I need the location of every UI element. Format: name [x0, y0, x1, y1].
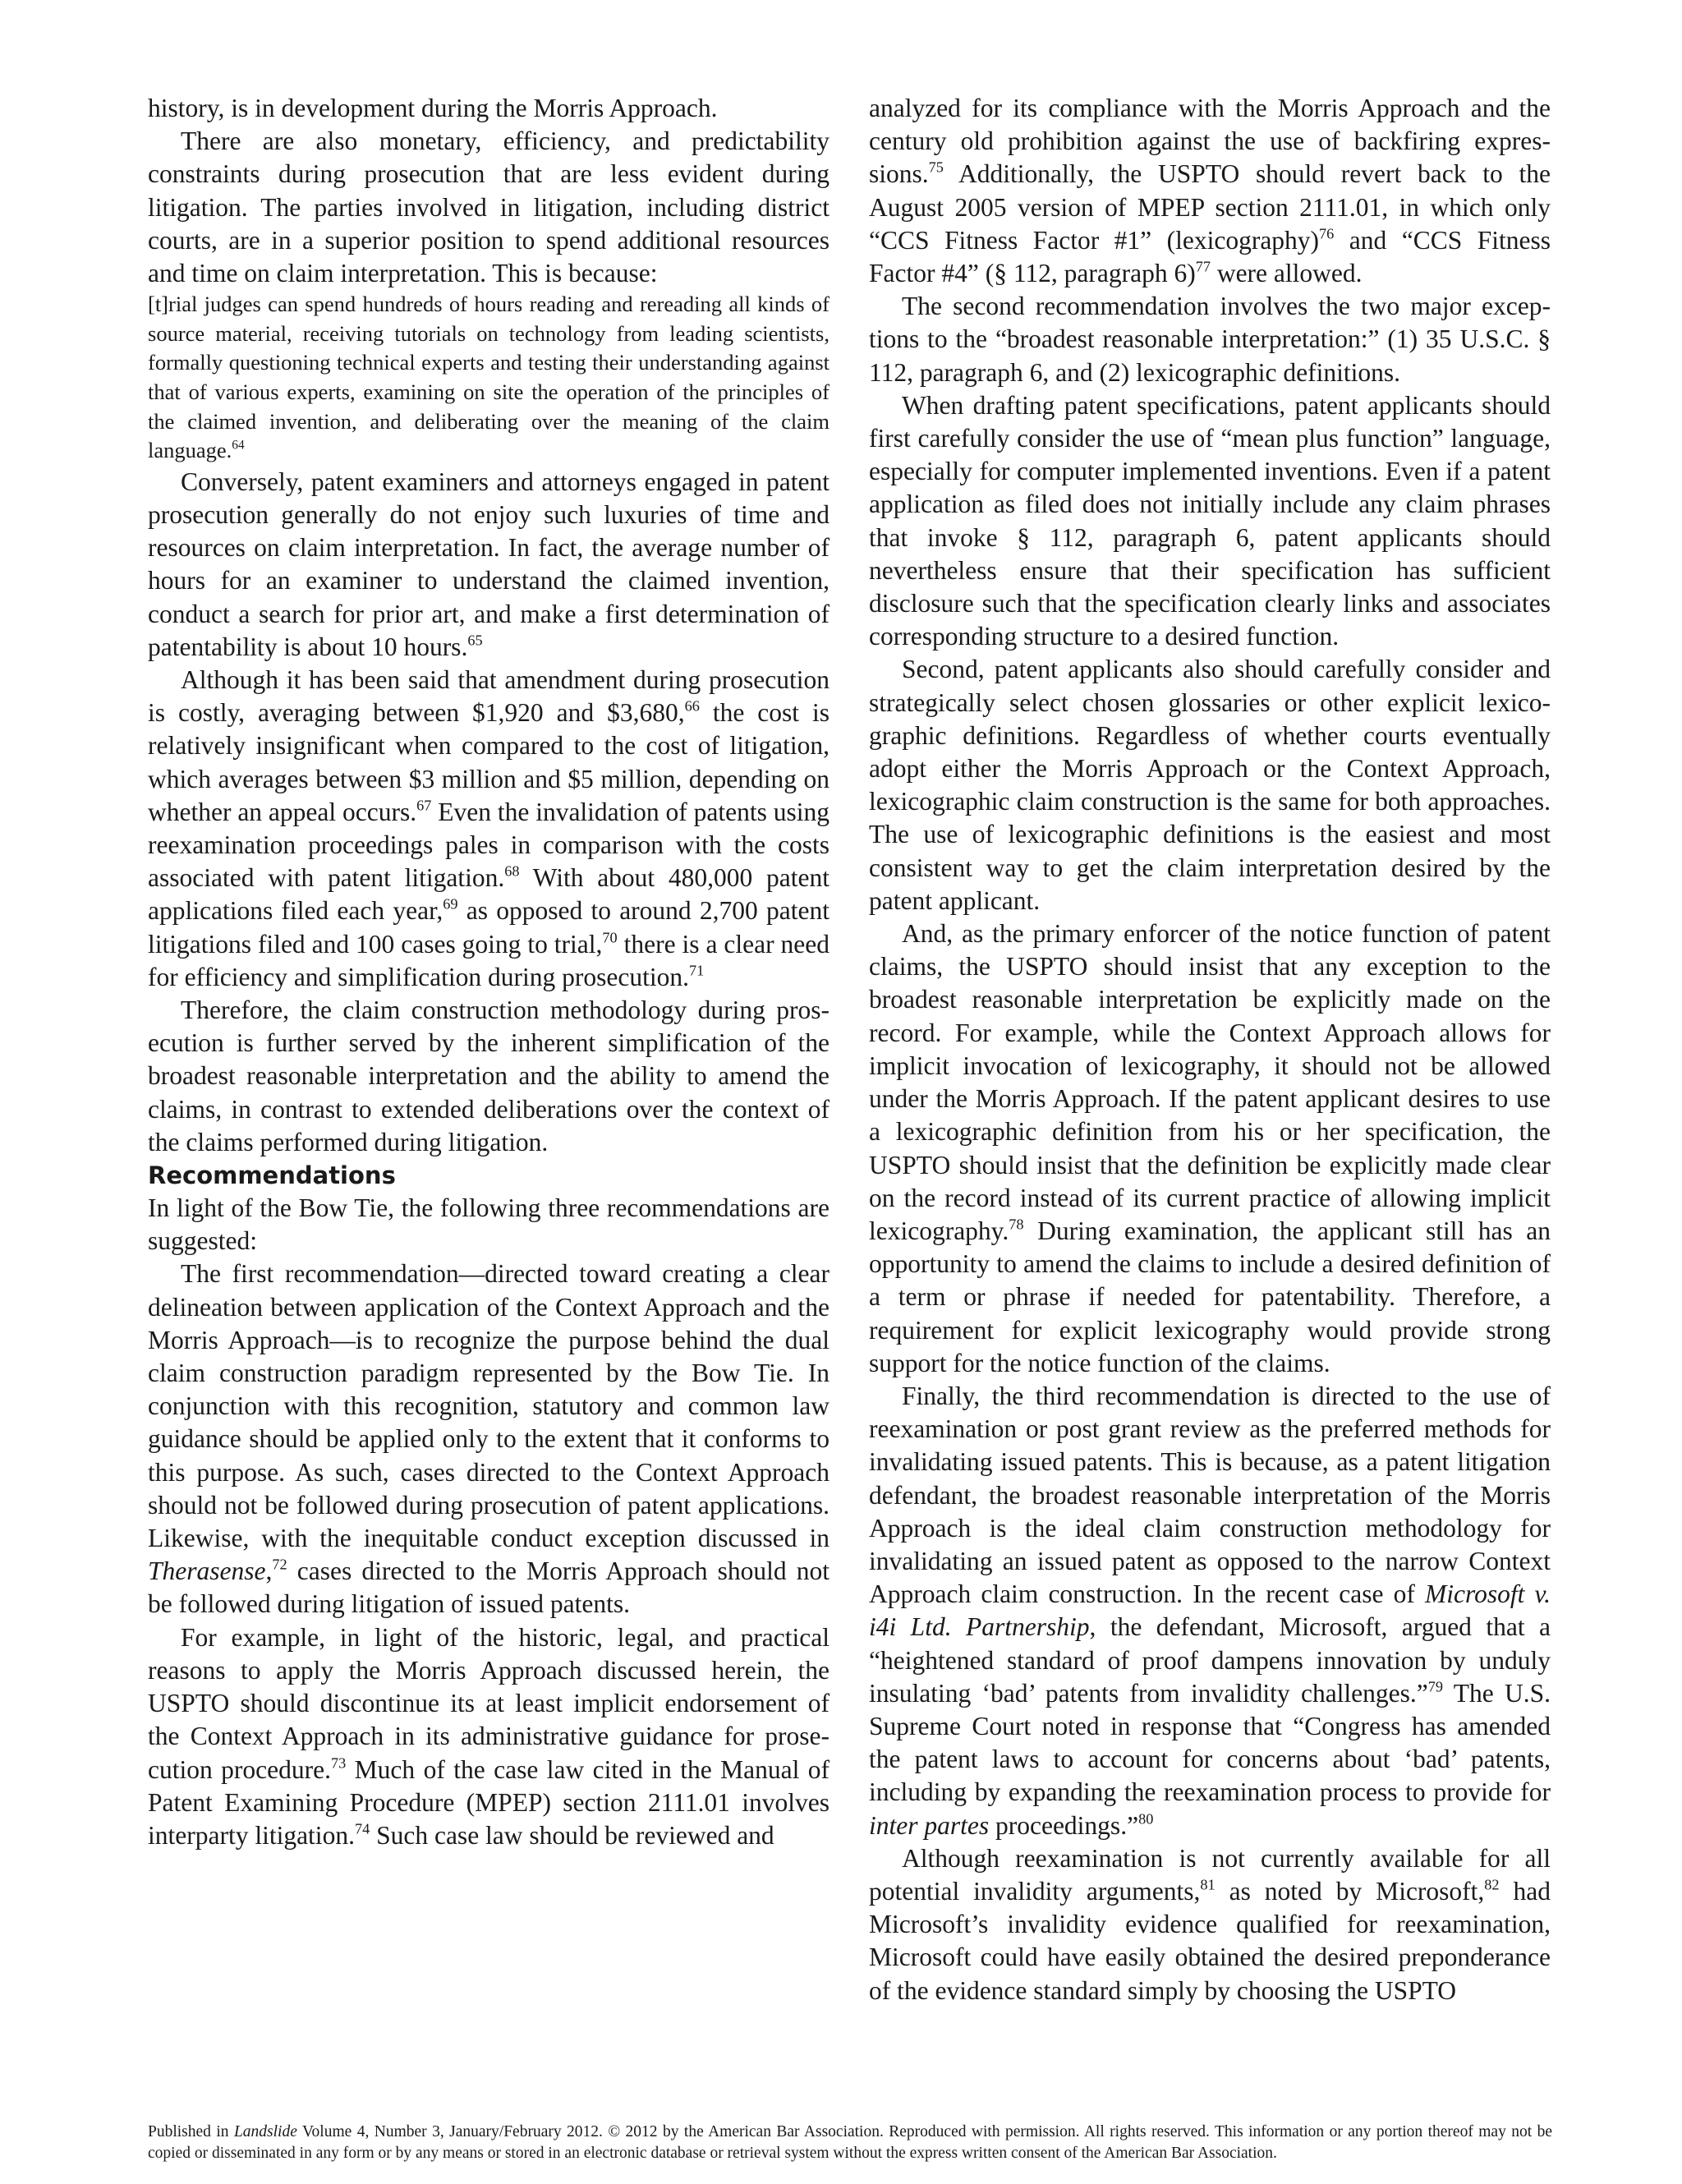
paragraph: For example, in light of the historic, legal, and practical reasons to apply the Morris Approach discussed herein, the USPTO should discontinue its at least implicit endorsement of the Context Approach in its administrative guidance for prosecution procedure.$^{73}$ Much of the case law cited in the Manual of Patent Examining Procedure (MPEP) section 2111.01 involves interparty litigation.$^{74}$ Such case law should be reviewed and [148, 1622, 830, 1850]
publication-name: Landslide [233, 2123, 297, 2140]
footnote-ref: 80 [1138, 1810, 1154, 1828]
footnote-ref: 74 [354, 1820, 370, 1837]
footnote-ref: 68 [504, 862, 520, 880]
paragraph: analyzed for its compliance with the Morris Approach and the century old prohibition against the use of backfiring expressions.$^{75}$ Additionally, the USPTO should revert back to the August 2005 version of MPEP section 2111.01, in which only “CCS Fitness Factor #1” (lexicography)$^{76}$ and “CCS Fitness Factor #4” (§ 112, paragraph 6)$^{77}$ were allowed. [869, 94, 1551, 288]
left-column [148, 92, 830, 1852]
footnote-ref: 76 [1319, 225, 1335, 242]
footnote-ref: 78 [1009, 1216, 1024, 1233]
footnote-ref: 66 [684, 697, 700, 715]
footnote-ref: 65 [467, 632, 483, 649]
footnote-ref: 82 [1484, 1876, 1500, 1893]
paragraph: Although reexamination is not currently available for all potential invalidity arguments,$^{81}$ as noted by Microsoft,$^{82}$ had Microsoft’s invalidity evidence qualified for reexamination, Microsoft could have easily obtained the desired preponderance of the evidence standard simply by choosing the USPTO [869, 1843, 1551, 2005]
footnote-ref: 71 [688, 962, 705, 979]
latin-term: inter partes [869, 1810, 990, 1840]
paragraph: Therefore, the claim construction methodology during prosecution is further served by the inherent simplification of the broadest reasonable interpretation and the ability to amend the claims, in contrast to extended deliberations over the context of the claims performed during litigation. [148, 995, 830, 1156]
copyright-footer: Published in Landslide Volume 4, Number 3, January/February 2012. © 2012 by the American Bar Association. Reproduced with permission. All rights reserved. This information or any portion thereof may not be copied or disseminated in any form or by any means or stored in an electronic database or retrieval system without the express written consent of the American Bar Association. [148, 2123, 1552, 2162]
footnote-ref: 75 [928, 159, 944, 176]
case-name: Therasense [148, 1556, 266, 1586]
block-quote: [t]rial judges can spend hundreds of hours reading and rereading all kinds of source material, receiving tutorials on technology from leading scientists, formally questioning technical experts and testing their understanding against that of various experts, examining on site the operation of the principles of the claimed invention, and deliberating over the meaning of the claim language.$^{64}$ [148, 292, 830, 463]
footnote-ref: 70 [602, 929, 618, 946]
paragraph: In light of the Bow Tie, the following three recommendations are suggested: [148, 1193, 830, 1256]
footnote-ref: 81 [1200, 1876, 1216, 1893]
paragraph: Finally, the third recommendation is directed to the use of reexamination or post grant review as the preferred methods for invalidating issued patents. This is because, as a patent litigation defendant, the broadest reasonable interpretation of the Morris Approach is the ideal claim construction methodology for invalidating an issued patent as opposed to the narrow Context Approach claim construction. In the recent case of Microsoft v. i4i Ltd. Partnership, the defendant, Microsoft, argued that a “heightened standard of proof dampens innovation by unduly insulating ‘bad’ patents from invalidity challenges.”$^{79}$ The U.S. Supreme Court noted in response that “Congress has amended the patent laws to account for concerns about ‘bad’ patents, including by expanding the reexamination process to provide for inter partes proceedings.”$^{80}$ [869, 1381, 1551, 1840]
footnote-ref: 73 [330, 1754, 347, 1772]
footnote-ref: 64 [232, 438, 245, 453]
paragraph: history, is in development during the Morris Approach. [148, 94, 718, 122]
right-column [869, 92, 1551, 2007]
paragraph: And, as the primary enforcer of the notice function of patent claims, the USPTO should insist that any exception to the broadest reasonable interpretation be explicitly made on the record. For example, while the Context Approach allows for implicit invocation of lexicography, it should not be allowed under the Morris Approach. If the patent applicant desires to use a lexicographic definition from his or her specification, the USPTO should insist that the definition be explicitly made clear on the record instead of its current practice of allowing implicit lexicography.$^{78}$ During examination, the applicant still has an opportunity to amend the claims to include a desired definition of a term or phrase if needed for patentability. Therefore, a requirement for explicit lexicography would provide strong support for the notice function of the claims. [869, 919, 1551, 1377]
section-heading: Recommendations [148, 1161, 396, 1190]
paragraph: Conversely, patent examiners and attorneys engaged in patent prosecution generally do not enjoy such luxuries of time and resources on claim interpretation. In fact, the average number of hours for an examiner to understand the claimed invention, conduct a search for prior art, and make a first determination of patentability is about 10 hours.$^{65}$ [148, 467, 830, 661]
paragraph: Although it has been said that amendment during prosecution is costly, averaging between $1,920 and $3,680,66 the cost is relatively insignificant when compared to the cost of litigation, which averages between $3 million and $5 million, depending on whether an appeal occurs.$^{67}$ Even the invalidation of patents using reexamination proceedings pales in comparison with the costs associated with patent litigation.$^{68}$ With about 480,000 patent applications filed each year,$^{69}$ as opposed to around 2,700 patent litigations filed and 100 cases going to trial,$^{70}$ there is a clear need for efficiency and simplification during prosecution.$^{71}$ [148, 665, 830, 991]
footnote-ref: 72 [272, 1556, 287, 1573]
footnote-ref: 69 [443, 896, 458, 913]
paragraph: Second, patent applicants also should carefully consider and strategically select chosen glossaries or other explicit lexicographic definitions. Regardless of whether courts eventually adopt either the Morris Approach or the Context Approach, lexicographic claim construction is the same for both approaches. The use of lexicographic definitions is the easiest and most consistent way to get the claim interpretation desired by the patent applicant. [869, 655, 1551, 915]
footnote-ref: 79 [1427, 1678, 1444, 1695]
paragraph: The second recommendation involves the two major exceptions to the “broadest reasonable interpretation:” (1) 35 U.S.C. § 112, paragraph 6, and (2) lexicographic definitions. [869, 292, 1551, 387]
footnote-ref: 77 [1195, 258, 1211, 275]
case-name: Microsoft v. i4i Ltd. Partnership [869, 1579, 1551, 1642]
paragraph: When drafting patent specifications, patent applicants should first carefully consider the use of “mean plus function” language, especially for computer implemented inventions. Even if a patent application as filed does not initially include any claim phrases that invoke § 112, paragraph 6, patent applicants should nevertheless ensure that their specification has sufficient disclosure such that the specification clearly links and associates corresponding structure to a desired function. [869, 390, 1551, 651]
footnote-ref: 67 [416, 797, 432, 814]
paragraph: There are also monetary, efficiency, and predictability constraints during prosecution that are less evident during litigation. The parties involved in litigation, including district courts, are in a superior position to spend additional resources and time on claim interpretation. This is because: [148, 126, 830, 288]
paragraph: The first recommendation—directed toward creating a clear delineation between application of the Context Approach and the Morris Approach—is to recognize the purpose behind the dual claim construction paradigm represented by the Bow Tie. In conjunction with this recognition, statutory and common law guidance should be applied only to the extent that it conforms to this purpose. As such, cases directed to the Context Approach should not be followed during prosecution of patent applications. Likewise, with the inequitable conduct exception discussed in Therasense,$^{72}$ cases directed to the Morris Approach should not be followed during litigation of issued patents. [148, 1259, 830, 1619]
